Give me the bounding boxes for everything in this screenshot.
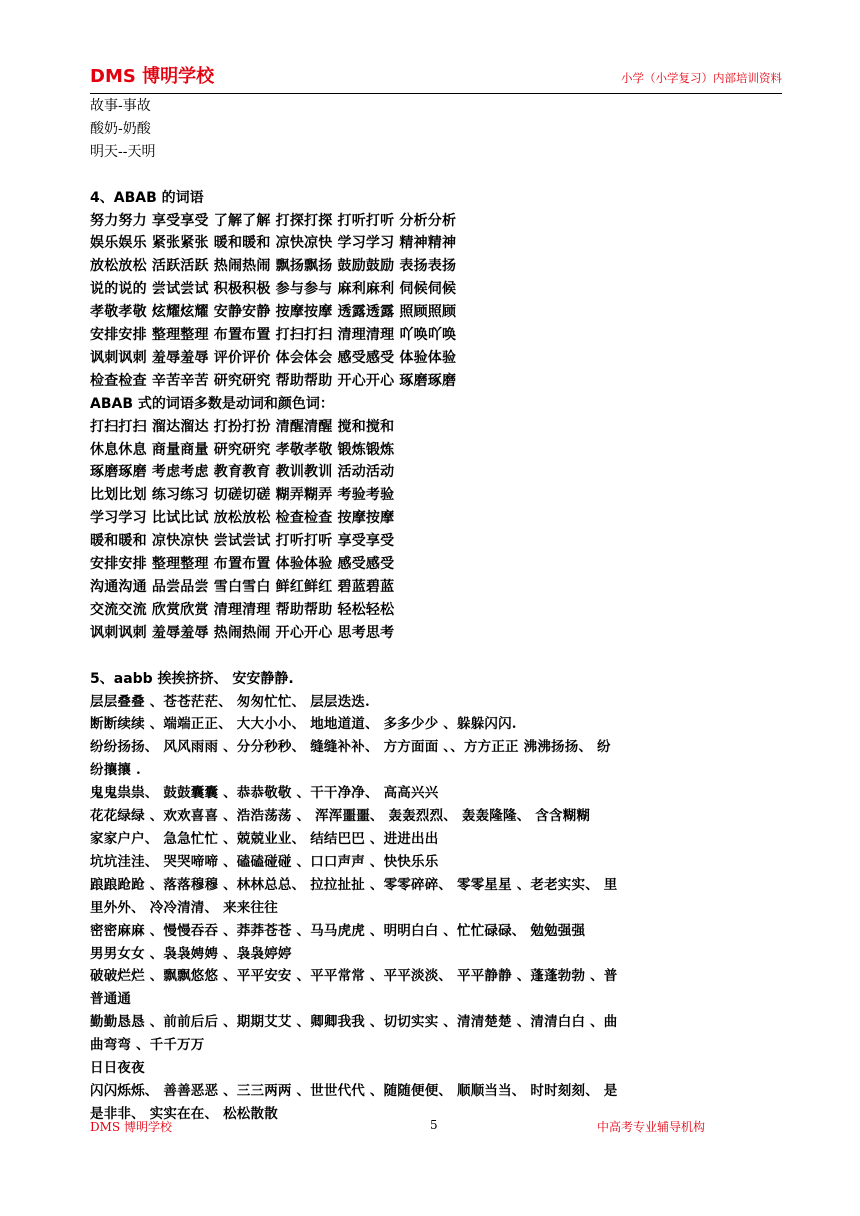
aabb-word-line: 密密麻麻 、慢慢吞吞 、莽莽苍苍 、马马虎虎 、明明白白 、忙忙碌碌、 勉勉强强 xyxy=(90,922,586,939)
aabb-word-line: 破破烂烂 、飘飘悠悠 、平平安安 、平平常常 、平平淡淡、 平平静静 、蓬蓬勃勃 、普 xyxy=(90,968,618,985)
aabb-word-line: 断断续续 、端端正正、 大大小小、 地地道道、 多多少少 、躲躲闪闪. xyxy=(90,716,517,733)
aabb-word-line: 曲弯弯 、千千万万 xyxy=(90,1037,205,1054)
abab-verb-row: 暖和暖和 凉快凉快 尝试尝试 打听打听 享受享受 xyxy=(90,533,395,550)
abab-verb-row: 安排安排 整理整理 布置布置 体验体验 感受感受 xyxy=(90,556,395,573)
abab-verb-row: 讽刺讽刺 羞辱羞辱 热闹热闹 开心开心 思考思考 xyxy=(90,624,395,641)
aabb-word-line: 纷纷扬扬、 风风雨雨 、分分秒秒、 缝缝补补、 方方面面 、、方方正正 沸沸扬扬、 纷 xyxy=(90,739,611,756)
aabb-word-line: 踉踉跄跄 、落落穆穆 、林林总总、 拉拉扯扯 、零零碎碎、 零零星星 、老老实实、 里 xyxy=(90,876,618,893)
intro-line: 酸奶-奶酸 xyxy=(90,120,151,137)
abab-word-row: 安排安排 整理整理 布置布置 打扫打扫 清理清理 吖唤吖唤 xyxy=(90,327,457,344)
spacer xyxy=(90,164,790,187)
section-4-subheading: ABAB 式的词语多数是动词和颜色词： xyxy=(90,395,334,412)
abab-word-row: 孝敬孝敬 炫耀炫耀 安静安静 按摩按摩 透露透露 照顾照顾 xyxy=(90,304,457,321)
aabb-word-line: 勤勤恳恳 、前前后后 、期期艾艾 、卿卿我我 、切切实实 、清清楚楚 、清清白白 、曲 xyxy=(90,1014,618,1031)
abab-verb-row: 琢磨琢磨 考虑考虑 教育教育 教训教训 活动活动 xyxy=(90,464,395,481)
abab-verb-row: 打扫打扫 溜达溜达 打扮打扮 清醒清醒 搅和搅和 xyxy=(90,418,395,435)
page-number: 5 xyxy=(430,1118,438,1132)
abab-word-row: 努力努力 享受享受 了解了解 打探打探 打听打听 分析分析 xyxy=(90,212,457,229)
abab-verb-row: 休息休息 商量商量 研究研究 孝敬孝敬 锻炼锻炼 xyxy=(90,441,395,458)
abab-verb-row: 沟通沟通 品尝品尝 雪白雪白 鲜红鲜红 碧蓝碧蓝 xyxy=(90,579,395,596)
header-divider xyxy=(90,93,782,94)
document-body xyxy=(90,95,790,1126)
section-4-heading: 4、ABAB 的词语 xyxy=(90,189,204,206)
abab-word-row: 讽刺讽刺 羞辱羞辱 评价评价 体会体会 感受感受 体验体验 xyxy=(90,349,457,366)
footer-organization: 中高考专业辅导机构 xyxy=(597,1120,706,1134)
aabb-word-line: 闪闪烁烁、 善善恶恶 、三三两两 、世世代代 、随随便便、 顺顺当当、 时时刻刻、 是 xyxy=(90,1082,618,1099)
aabb-word-line: 是非非、 实实在在、 松松散散 xyxy=(90,1105,278,1122)
header-school-title: DMS 博明学校 xyxy=(90,66,215,87)
aabb-word-line: 坑坑洼洼、 哭哭啼啼 、磕磕碰碰 、口口声声 、快快乐乐 xyxy=(90,853,439,870)
spacer xyxy=(90,645,790,668)
aabb-word-line: 日日夜夜 xyxy=(90,1060,145,1077)
aabb-word-line: 层层叠叠 、苍苍茫茫、 匆匆忙忙、 层层迭迭. xyxy=(90,693,370,710)
aabb-word-line: 花花绿绿 、欢欢喜喜 、浩浩荡荡 、 浑浑噩噩、 轰轰烈烈、 轰轰隆隆、 含含糊糊 xyxy=(90,808,591,825)
aabb-word-line: 里外外、 冷冷清清、 来来往往 xyxy=(90,899,278,916)
header-material-label: 小学（小学复习）内部培训资料 xyxy=(621,71,782,85)
abab-word-row: 娱乐娱乐 紧张紧张 暖和暖和 凉快凉快 学习学习 精神精神 xyxy=(90,235,457,252)
footer-school-name: DMS 博明学校 xyxy=(90,1120,172,1134)
section-5-heading: 5、aabb 挨挨挤挤、 安安静静. xyxy=(90,670,294,687)
abab-word-row: 放松放松 活跃活跃 热闹热闹 飘扬飘扬 鼓励鼓励 表扬表扬 xyxy=(90,258,457,275)
abab-verb-row: 比划比划 练习练习 切磋切磋 糊弄糊弄 考验考验 xyxy=(90,487,395,504)
abab-word-row: 说的说的 尝试尝试 积极积极 参与参与 麻利麻利 伺候伺候 xyxy=(90,281,457,298)
abab-verb-row: 交流交流 欣赏欣赏 清理清理 帮助帮助 轻松轻松 xyxy=(90,601,395,618)
aabb-word-line: 男男女女 、袅袅娉娉 、袅袅婷婷 xyxy=(90,945,292,962)
abab-verb-row: 学习学习 比试比试 放松放松 检查检查 按摩按摩 xyxy=(90,510,395,527)
aabb-word-line: 家家户户、 急急忙忙 、兢兢业业、 结结巴巴 、进进出出 xyxy=(90,830,439,847)
aabb-word-line: 纷攘攘 . xyxy=(90,762,141,779)
aabb-word-line: 鬼鬼祟祟、 鼓鼓囊囊 、恭恭敬敬 、干干净净、 高高兴兴 xyxy=(90,785,439,802)
abab-word-row: 检查检查 辛苦辛苦 研究研究 帮助帮助 开心开心 琢磨琢磨 xyxy=(90,372,457,389)
intro-line: 故事-事故 xyxy=(90,98,151,114)
intro-line: 明天--天明 xyxy=(90,143,156,160)
aabb-word-line: 普通通 xyxy=(90,991,132,1008)
